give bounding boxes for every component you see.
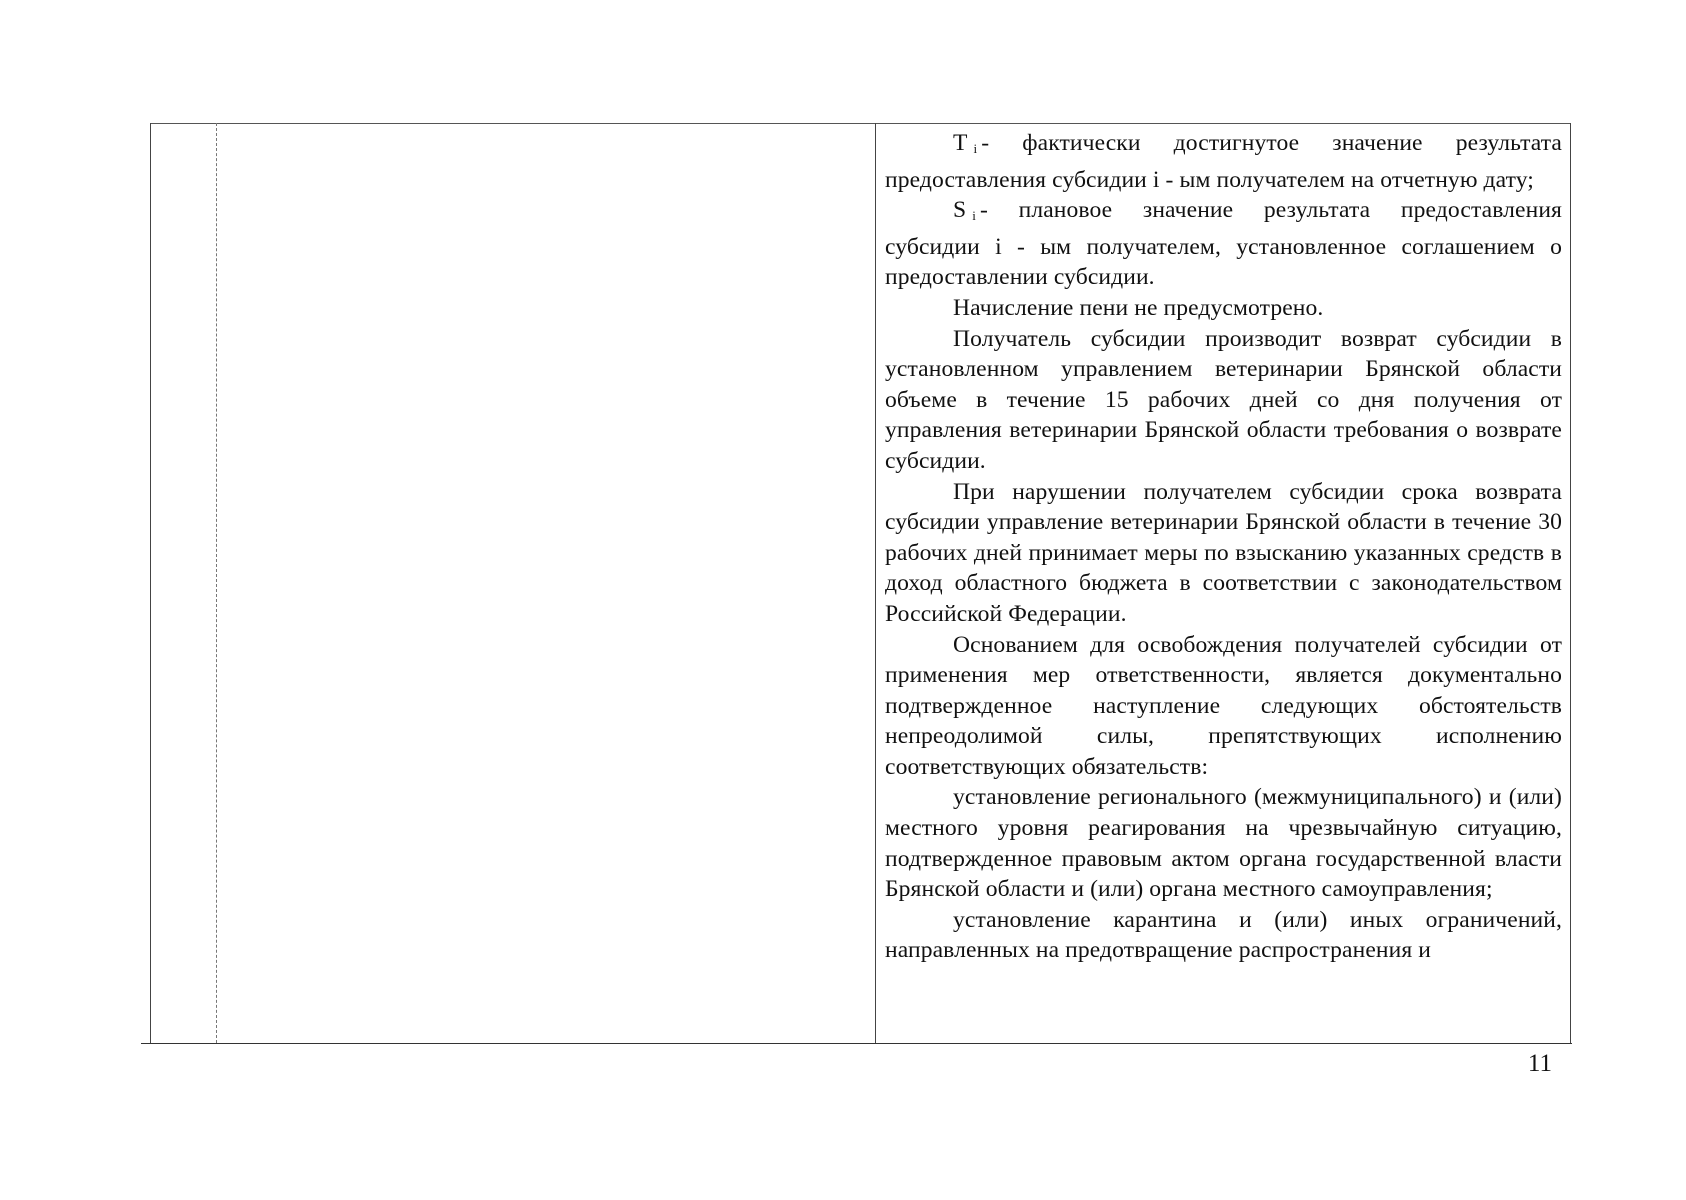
paragraph-s-definition [885, 195, 1562, 293]
paragraph-refund: Получатель субсидии производит возврат субсидии в установленном управлением ветеринарии Брянской области объеме в течение 15 рабочих дней со дня получения от управления ветеринарии Брянской области требования о возврате субсидии. [885, 325, 1562, 474]
table-border-bottom [141, 1043, 1572, 1044]
paragraph-emergency: установление регионального (межмуниципального) и (или) местного уровня реагирования на чрезвычайную ситуацию, подтвержденное правовым актом органа государственной власти Брянской области и (или) органа местного самоуправления; [885, 784, 1562, 903]
paragraph-exemption: Основанием для освобождения получателей субсидии от применения мер ответственности, является документально подтвержденное наступление следующих обстоятельств непреодолимой силы, препятствующих исполнению соответствующих обязательств: [885, 631, 1562, 780]
table-column-divider-narrow [216, 123, 217, 1043]
paragraph-t-definition [885, 128, 1562, 195]
symbol-t: T [953, 130, 968, 156]
page-number: 11 [1527, 1050, 1552, 1077]
paragraph-penalty: Начисление пени не предусмотрено. [953, 294, 1324, 321]
subscript-i: i [972, 208, 976, 224]
table-border-right [1570, 123, 1571, 1043]
paragraph-quarantine: установление карантина и (или) иных ограничений, направленных на предотвращение распространения и [885, 906, 1562, 964]
table-border-top [150, 123, 1570, 124]
table-text-cell [885, 128, 1562, 966]
paragraph-violation: При нарушении получателем субсидии срока возврата субсидии управление ветеринарии Брянской области в течение 30 рабочих дней принимает меры по взысканию указанных средств в доход областного бюджета в соответствии с законодательством Российской Федерации. [885, 478, 1562, 627]
paragraph-text: - плановое значение результата предоставления субсидии i - ым получателем, установленное соглашением о предоставлении субсидии. [885, 197, 1562, 291]
table-column-divider [875, 123, 876, 1043]
paragraph-text: - фактически достигнутое значение результата предоставления субсидии i - ым получателем на отчетную дату; [885, 130, 1562, 193]
subscript-i: i [973, 141, 978, 156]
table-border-left [150, 123, 151, 1043]
symbol-s: S [953, 197, 967, 224]
